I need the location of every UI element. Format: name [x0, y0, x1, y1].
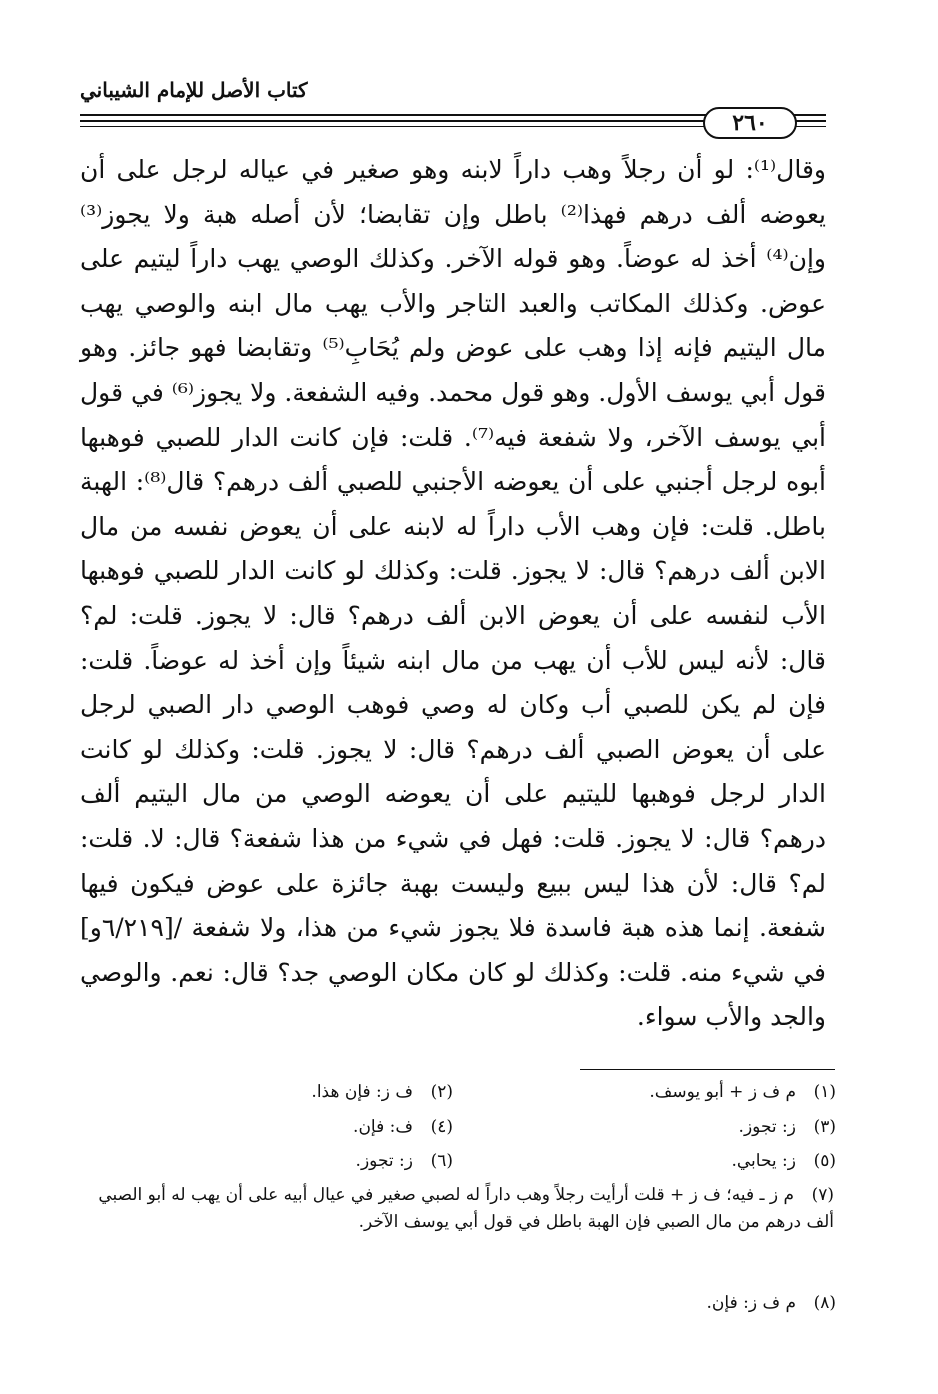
footnote-1 [649, 1079, 836, 1106]
footnote-2 [311, 1079, 453, 1106]
footnote-7 [90, 1182, 834, 1236]
footnote-number: (٨) [813, 1293, 836, 1313]
footnote-text: ز: تجوز. [738, 1117, 796, 1137]
footnote-4 [353, 1114, 453, 1141]
footnote-text: ز: تجوز. [355, 1151, 413, 1171]
body-text: وقال⁽¹⁾: لو أن رجلاً وهب داراً لابنه وهو صغير في عياله لرجل على أن يعوضه ألف درهم فهذا⁽²⁾ باطل وإن تقابضا؛ لأن أصله هبة ولا يجوز⁽³⁾ وإن⁽⁴⁾ أخذ له عوضاً. وهو قوله الآخر. وكذلك الوصي يهب داراً ليتيم على عوض. وكذلك المكاتب والعبد التاجر والأب يهب مال ابنه والوصي يهب مال اليتيم فإنه إذا وهب على عوض ولم يُحَابِ⁽⁵⁾ وتقابضا فهو جائز. وهو قول أبي يوسف الأول. وهو قول محمد. وفيه الشفعة. ولا يجوز⁽⁶⁾ في قول أبي يوسف الآخر، ولا شفعة فيه⁽⁷⁾. قلت: فإن كانت الدار للصبي فوهبها أبوه لرجل أجنبي على أن يعوضه الأجنبي للصبي ألف درهم؟ قال⁽⁸⁾: الهبة باطل. قلت: فإن وهب الأب داراً له لابنه على أن يعوض نفسه من مال الابن ألف درهم؟ قال: لا يجوز. قلت: وكذلك لو كانت الدار للصبي فوهبها الأب لنفسه على أن يعوض الابن ألف درهم؟ قال: لا يجوز. قلت: لم؟ قال: لأنه ليس للأب أن يهب من مال ابنه شيئاً وإن أخذ له عوضاً. قلت: فإن لم يكن للصبي أب وكان له وصي فوهب الوصي دار الصبي لرجل على أن يعوض الصبي ألف درهم؟ قال: لا يجوز. قلت: وكذلك لو كانت الدار لرجل فوهبها لليتيم على أن يعوضه الوصي من مال اليتيم ألف درهم؟ قال: لا يجوز. قلت: فهل في شيء من هذا شفعة؟ قال: لا. قلت: لم؟ قال: لأن هذا ليس ببيع وليست بهبة جائزة على عوض فيكون فيها شفعة. إنما هذه هبة فاسدة فلا يجوز شيء من هذا، ولا شفعة /[٦/٢١٩و] في شيء منه. قلت: وكذلك لو كان مكان الوصي جد؟ قال: نعم. والوصي والجد والأب سواء. [80, 155, 827, 1032]
footnote-text: م ف ز: فإن. [706, 1293, 796, 1313]
footnote-text: م ز ـ فيه؛ ف ز + قلت أرأيت رجلاً وهب داراً له لصبي صغير في عيال أبيه على أن يهب له أبو الصبي ألف درهم من مال الصبي فإن الهبة باطل في قول أبي يوسف الآخر. [98, 1185, 834, 1232]
running-head-title: كتاب الأصل للإمام الشيباني [80, 78, 308, 102]
footnote-separator [580, 1069, 835, 1070]
footnote-text: ز: يحابي. [731, 1151, 796, 1171]
page-number: ٢٦٠ [703, 107, 797, 139]
footnote-number: (٤) [430, 1117, 453, 1137]
footnote-number: (٦) [430, 1151, 453, 1171]
footnote-3 [739, 1114, 836, 1141]
footnote-text: ف: فإن. [353, 1117, 413, 1137]
footnote-text: م ف ز + أبو يوسف. [649, 1082, 796, 1102]
footnote-6 [356, 1148, 453, 1175]
footnote-number: (٧) [811, 1185, 834, 1205]
footnote-number: (٢) [430, 1082, 453, 1102]
footnote-text: ف ز: فإن هذا. [311, 1082, 413, 1102]
footnote-number: (١) [813, 1082, 836, 1102]
footnote-number: (٥) [813, 1151, 836, 1171]
footnote-5 [731, 1148, 836, 1175]
footnote-8 [707, 1290, 837, 1317]
footnote-number: (٣) [813, 1117, 836, 1137]
